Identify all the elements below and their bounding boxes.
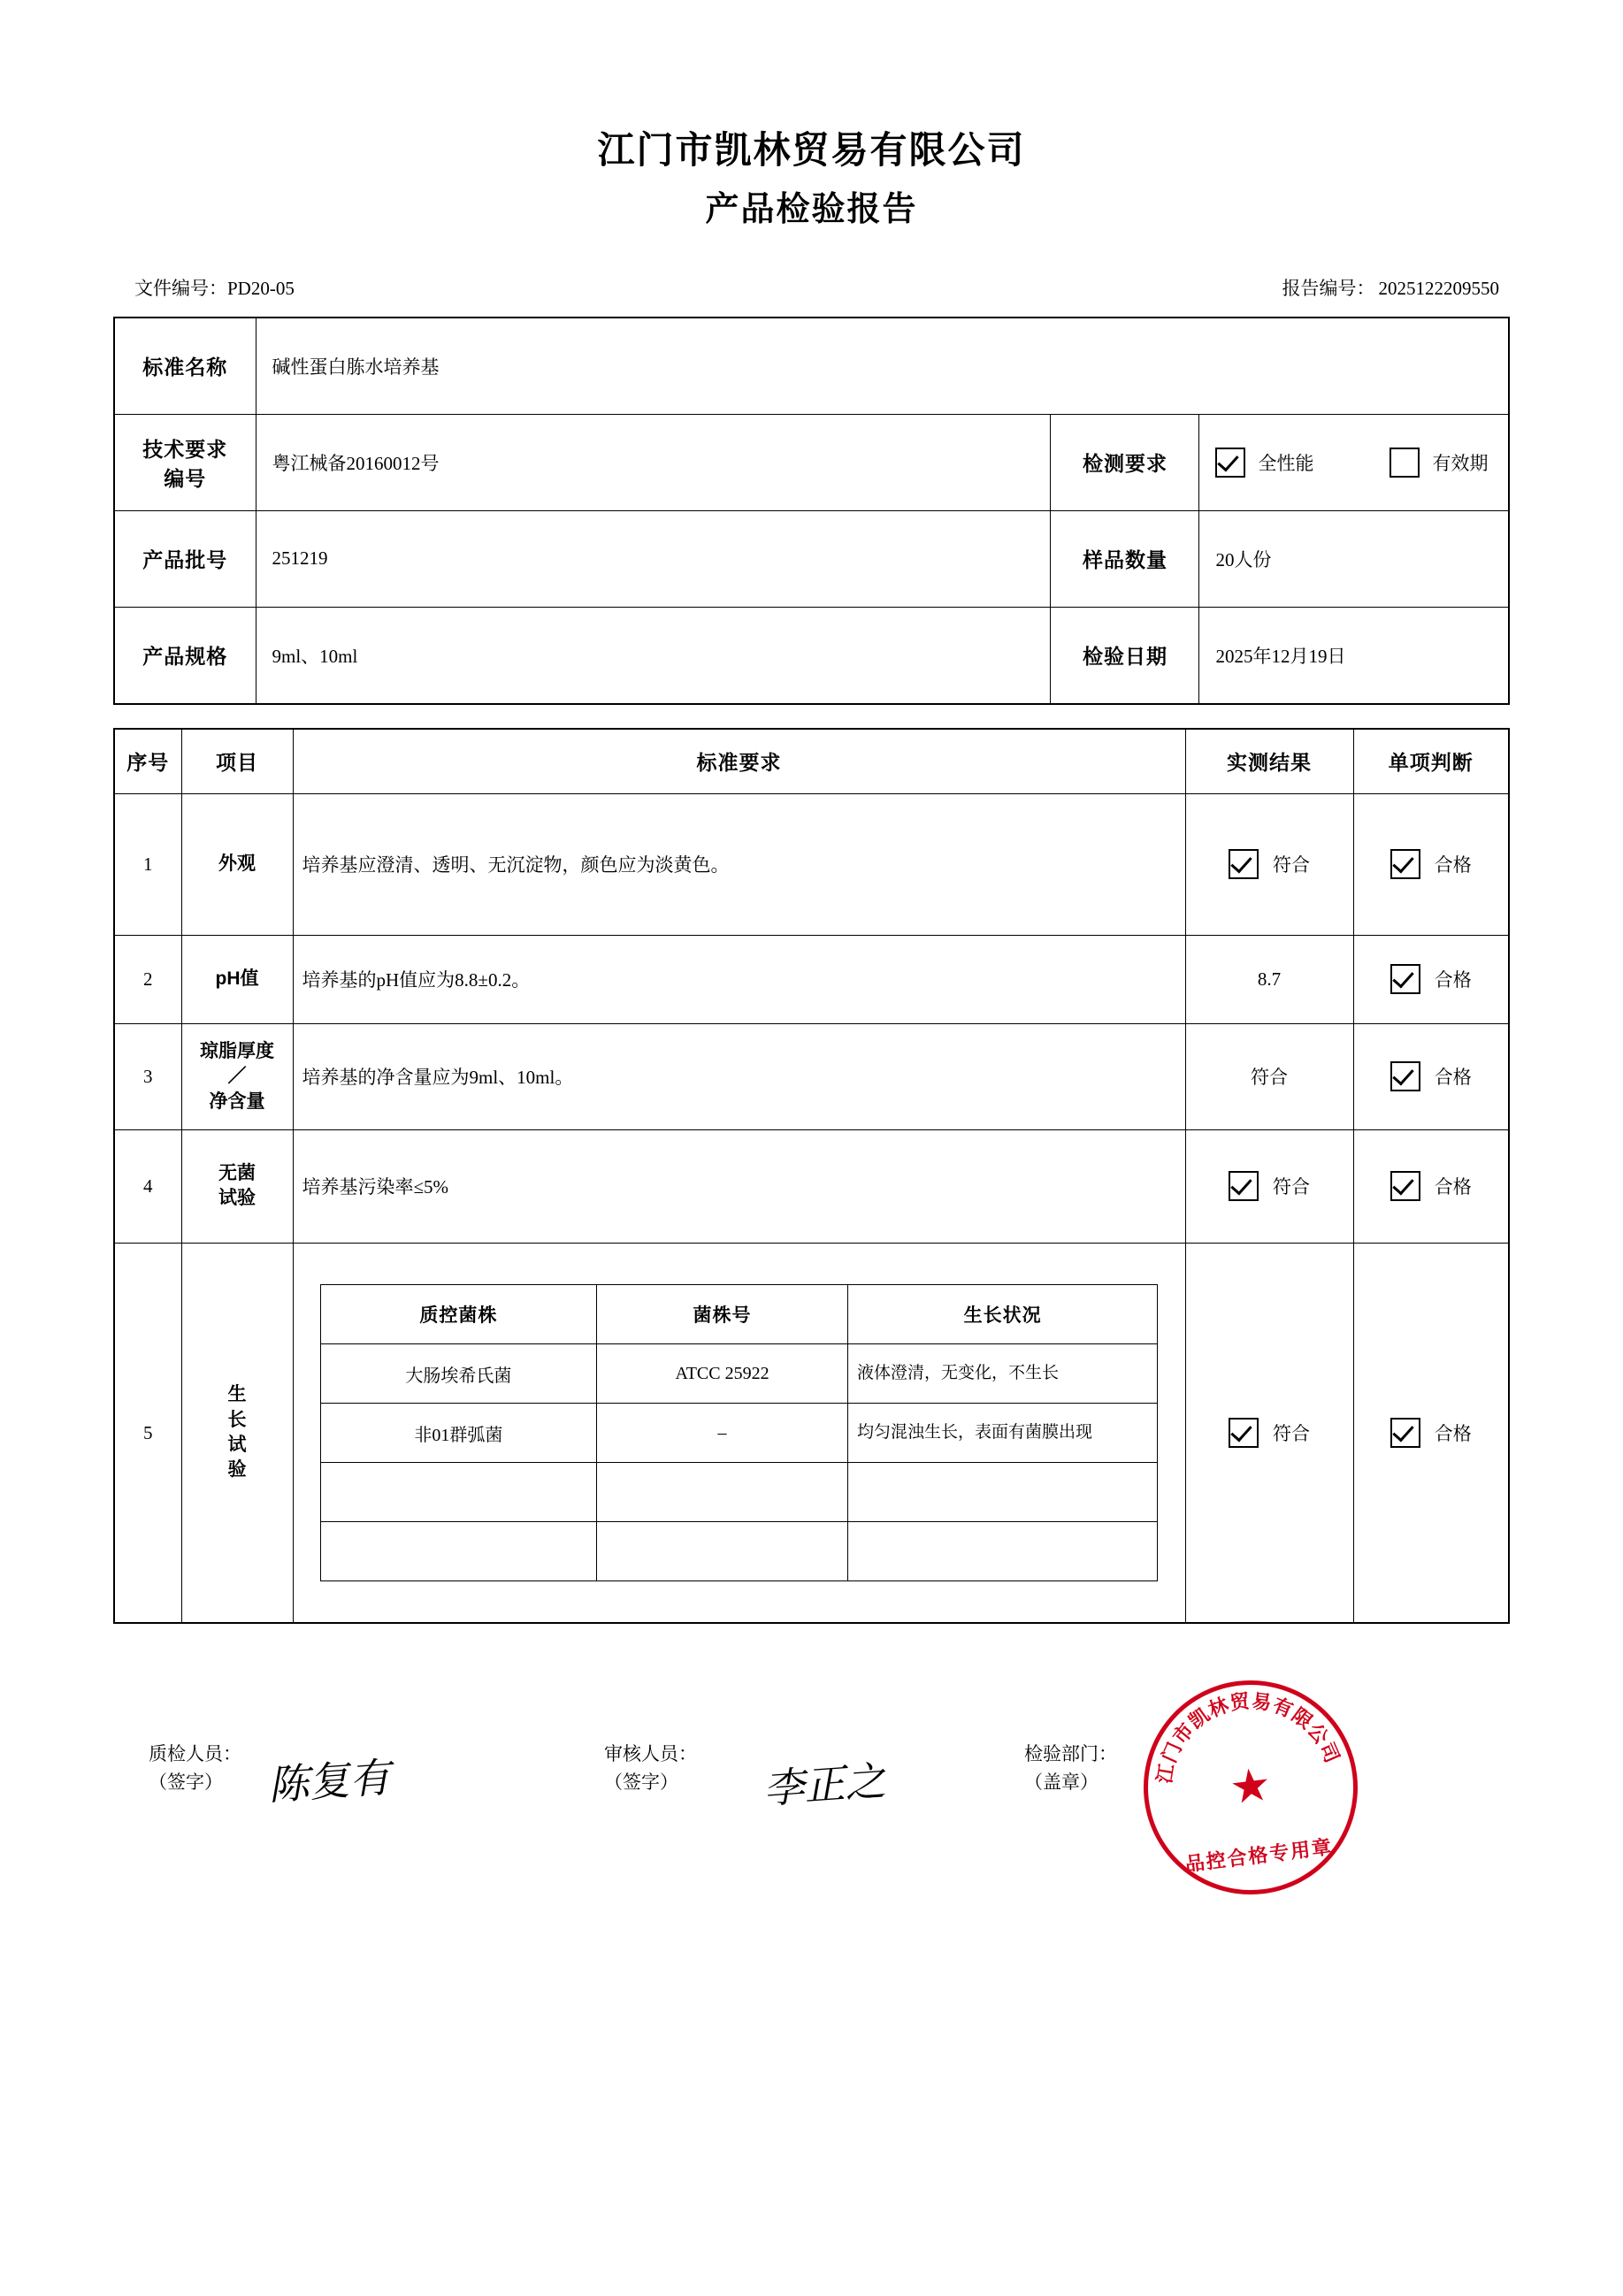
growth-code (597, 1463, 848, 1522)
test-req-option-full[interactable] (1215, 448, 1313, 478)
row-judgement (1353, 1129, 1509, 1243)
stamp-bottom-text: 品控合格专用章 (1183, 1835, 1335, 1876)
row-measured: 8.7 (1185, 935, 1353, 1023)
growth-strain (320, 1522, 596, 1581)
tech-req-label (114, 414, 256, 510)
star-icon: ★ (1227, 1759, 1275, 1816)
table-row (320, 1463, 1158, 1522)
row-judgement-label: 合格 (1434, 854, 1472, 876)
standard-name-label: 标准名称 (114, 318, 256, 415)
checkbox-checked-icon[interactable] (1390, 849, 1420, 879)
sample-qty-value: 20人份 (1199, 510, 1509, 607)
growth-strain: 大肠埃希氏菌 (320, 1344, 596, 1404)
growth-column-code: 菌株号 (597, 1285, 848, 1344)
column-measured: 实测结果 (1185, 729, 1353, 794)
row-item-line: 无菌 (218, 1163, 256, 1184)
row-no: 4 (114, 1129, 181, 1243)
growth-strain (320, 1463, 596, 1522)
results-table (113, 728, 1510, 1625)
test-req-option-full-label: 全性能 (1258, 452, 1314, 474)
review-signature-label-line2: （签字） (604, 1771, 678, 1793)
checkbox-empty-icon[interactable] (1390, 448, 1420, 478)
row-no: 3 (114, 1023, 181, 1129)
row-requirement: 培养基污染率≤5% (293, 1129, 1185, 1243)
table-row (320, 1522, 1158, 1581)
table-row (114, 414, 1509, 510)
tech-req-label-line1: 技术要求 (142, 437, 228, 461)
table-row (114, 318, 1509, 415)
row-judgement-label: 合格 (1434, 969, 1472, 991)
growth-status: 液体澄清，无变化，不生长 (848, 1344, 1158, 1404)
growth-table (320, 1284, 1159, 1581)
table-row (114, 1023, 1509, 1129)
doc-number: 文件编号：PD20-05 (134, 277, 295, 299)
signature-area (113, 1689, 1510, 1876)
checkbox-checked-icon[interactable] (1229, 849, 1259, 879)
test-req-option-validity[interactable] (1390, 448, 1488, 478)
tech-req-value: 粤江械备20160012号 (256, 414, 1051, 510)
growth-status (848, 1522, 1158, 1581)
row-measured (1185, 1129, 1353, 1243)
growth-test-cell (293, 1243, 1185, 1623)
column-judgement: 单项判断 (1353, 729, 1509, 794)
row-item-line: 试验 (218, 1188, 256, 1209)
checkbox-checked-icon[interactable] (1215, 448, 1245, 478)
row-item-line: ／ (227, 1066, 247, 1087)
row-measured (1185, 793, 1353, 935)
growth-column-strain: 质控菌株 (320, 1285, 596, 1344)
table-row (320, 1404, 1158, 1463)
row-item (181, 1129, 293, 1243)
column-requirement: 标准要求 (293, 729, 1185, 794)
growth-strain: 非01群弧菌 (320, 1404, 596, 1463)
row-requirement: 培养基的pH值应为8.8±0.2。 (293, 935, 1185, 1023)
tech-req-label-line2: 编号 (164, 466, 207, 490)
row-item (181, 1023, 293, 1129)
standard-name-value: 碱性蛋白胨水培养基 (256, 318, 1509, 415)
test-date-label: 检验日期 (1051, 607, 1199, 704)
checkbox-checked-icon[interactable] (1390, 1418, 1420, 1448)
row-judgement (1353, 935, 1509, 1023)
dept-stamp-label-line2: （盖章） (1024, 1771, 1099, 1793)
row-measured (1185, 1243, 1353, 1623)
row-no: 1 (114, 793, 181, 935)
test-req-option-validity-label: 有效期 (1432, 452, 1489, 474)
review-signature-label-line1: 审核人员： (604, 1743, 697, 1765)
growth-status (848, 1463, 1158, 1522)
row-judgement (1353, 1243, 1509, 1623)
qc-signature-block (149, 1741, 241, 1796)
company-stamp (1131, 1669, 1370, 1908)
document-meta (113, 274, 1510, 301)
growth-status: 均匀混浊生长，表面有菌膜出现 (848, 1404, 1158, 1463)
sample-qty-label: 样品数量 (1051, 510, 1199, 607)
row-measured: 符合 (1185, 1023, 1353, 1129)
row-measured-label: 符合 (1273, 1176, 1310, 1198)
test-req-label: 检测要求 (1051, 414, 1199, 510)
checkbox-checked-icon[interactable] (1390, 964, 1420, 994)
results-table-header (114, 729, 1509, 794)
test-date-value: 2025年12月19日 (1199, 607, 1509, 704)
checkbox-checked-icon[interactable] (1229, 1171, 1259, 1201)
company-name: 江门市凯林贸易有限公司 (597, 129, 1026, 171)
report-number-value: 2025122209550 (1378, 277, 1499, 299)
report-header (113, 0, 1510, 235)
row-judgement-label: 合格 (1434, 1176, 1472, 1198)
row-item-line: 验 (227, 1459, 247, 1481)
checkbox-checked-icon[interactable] (1390, 1171, 1420, 1201)
row-requirement: 培养基的净含量应为9ml、10ml。 (293, 1023, 1185, 1129)
report-number-label: 报告编号： (1282, 277, 1375, 299)
test-req-options (1199, 414, 1509, 510)
row-requirement: 培养基应澄清、透明、无沉淀物，颜色应为淡黄色。 (293, 793, 1185, 935)
batch-value: 251219 (256, 510, 1051, 607)
row-item (181, 1243, 293, 1623)
checkbox-checked-icon[interactable] (1229, 1418, 1259, 1448)
table-row (114, 1243, 1509, 1623)
row-judgement (1353, 1023, 1509, 1129)
growth-code: ATCC 25922 (597, 1344, 848, 1404)
growth-column-status: 生长状况 (848, 1285, 1158, 1344)
spec-label: 产品规格 (114, 607, 256, 704)
checkbox-checked-icon[interactable] (1390, 1061, 1420, 1091)
table-row (320, 1344, 1158, 1404)
row-judgement-label: 合格 (1434, 1067, 1472, 1089)
batch-label: 产品批号 (114, 510, 256, 607)
row-item-line: 试 (227, 1435, 247, 1456)
review-signature-image: 李正之 (762, 1758, 887, 1813)
row-no: 5 (114, 1243, 181, 1623)
dept-stamp-label-line1: 检验部门： (1024, 1743, 1117, 1765)
table-row (114, 510, 1509, 607)
column-item: 项目 (181, 729, 293, 794)
review-signature-block (604, 1741, 697, 1796)
qc-signature-label-line1: 质检人员： (149, 1743, 241, 1765)
row-item-line: 长 (227, 1409, 247, 1430)
row-item: pH值 (181, 935, 293, 1023)
growth-code: – (597, 1404, 848, 1463)
row-item: 外观 (181, 793, 293, 935)
dept-stamp-block (1024, 1741, 1117, 1796)
row-no: 2 (114, 935, 181, 1023)
table-row (114, 935, 1509, 1023)
info-table (113, 317, 1510, 705)
row-item-line: 琼脂厚度 (200, 1040, 274, 1061)
row-measured-label: 符合 (1273, 854, 1310, 876)
growth-table-header (320, 1285, 1158, 1344)
row-judgement (1353, 793, 1509, 935)
table-row (114, 607, 1509, 704)
spec-value: 9ml、10ml (256, 607, 1051, 704)
svg-text:江门市凯林贸易有限公司: 江门市凯林贸易有限公司 (1152, 1689, 1344, 1786)
table-row (114, 1129, 1509, 1243)
page-title: 产品检验报告 (705, 190, 918, 228)
growth-code (597, 1522, 848, 1581)
row-item-line: 净含量 (209, 1091, 265, 1112)
qc-signature-image: 陈复有 (266, 1755, 392, 1810)
qc-signature-label-line2: （签字） (149, 1771, 223, 1793)
column-no: 序号 (114, 729, 181, 794)
row-judgement-label: 合格 (1434, 1423, 1472, 1445)
row-item-line: 生 (227, 1384, 247, 1405)
row-measured-label: 符合 (1273, 1423, 1310, 1445)
table-row (114, 793, 1509, 935)
